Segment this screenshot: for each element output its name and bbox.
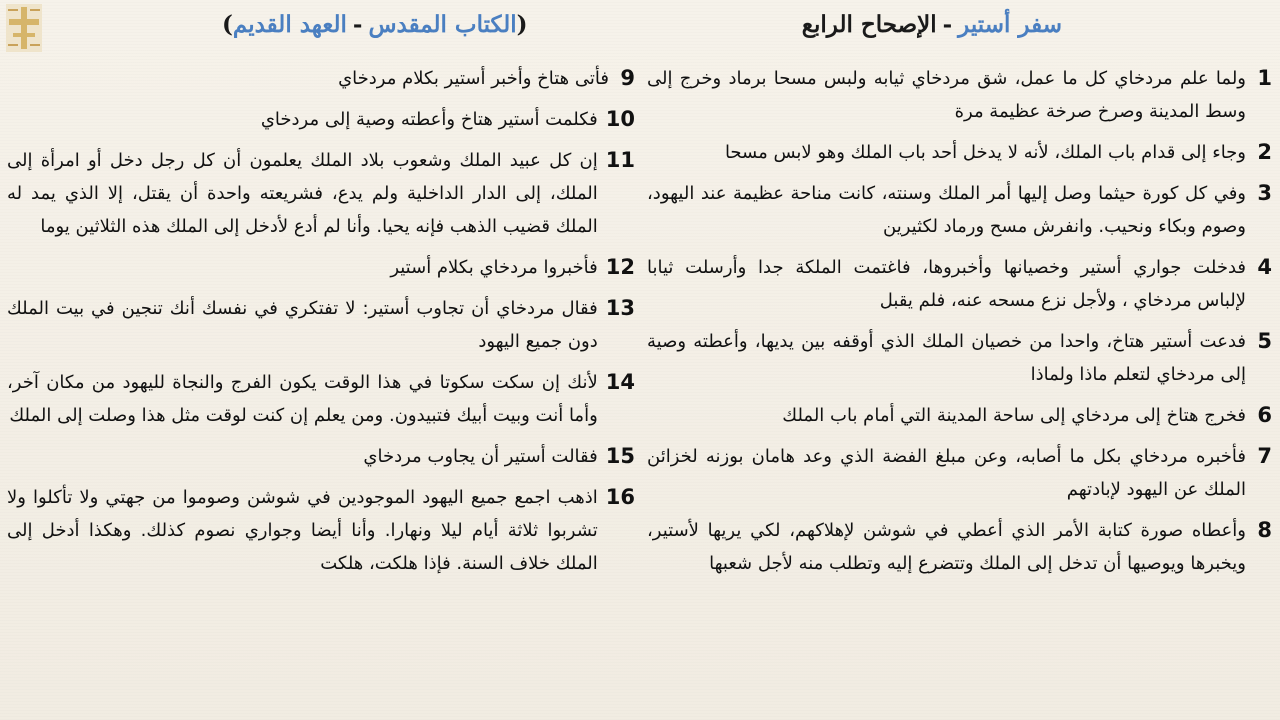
verse — [647, 62, 1272, 128]
verse-number: 4 — [1257, 255, 1272, 279]
verse-text: وأعطاه صورة كتابة الأمر الذي أعطي في شوشن لإهلاكهم، لكي يريها لأستير، ويخبرها ويوصيها أن تدخل إلى الملك وتتضرع إليه وتطلب منه لأجل شعبها — [647, 520, 1246, 574]
verse — [647, 325, 1272, 391]
verse — [7, 103, 635, 136]
verse — [647, 251, 1272, 317]
verse-number: 12 — [605, 255, 635, 279]
paren-open: ( — [516, 10, 528, 38]
verse — [647, 177, 1272, 243]
verse-number: 3 — [1257, 181, 1272, 205]
verse — [7, 366, 635, 432]
verse-number: 14 — [605, 370, 635, 394]
verse-number: 15 — [605, 444, 635, 468]
verse-text: فأتى هتاخ وأخبر أستير بكلام مردخاي — [338, 68, 609, 89]
verse — [7, 292, 635, 358]
verse — [7, 440, 635, 473]
bible-name: الكتاب المقدس — [368, 10, 517, 38]
testament-name: العهد القديم — [232, 10, 347, 38]
verse-number: 10 — [605, 107, 635, 131]
chapter-name: الإصحاح الرابع — [801, 10, 937, 38]
verse-number: 2 — [1257, 140, 1272, 164]
bible-separator: - — [352, 10, 363, 38]
verse-text: فأخبروا مردخاي بكلام أستير — [390, 257, 598, 278]
verse-number: 7 — [1257, 444, 1272, 468]
verse — [7, 62, 635, 95]
chapter-title — [802, 6, 1062, 42]
verse-number: 16 — [605, 485, 635, 509]
verse-text: فأخبره مردخاي بكل ما أصابه، وعن مبلغ الفضة الذي وعد هامان بوزنه لخزائن الملك عن اليهود لإبادتهم — [647, 446, 1246, 500]
verse-text: ولما علم مردخاي كل ما عمل، شق مردخاي ثيابه ولبس مسحا برماد وخرج إلى وسط المدينة وصرخ صرخة عظيمة مرة — [647, 68, 1246, 122]
bible-title — [222, 6, 528, 42]
verse-text: فكلمت أستير هتاخ وأعطته وصية إلى مردخاي — [260, 109, 598, 130]
verse — [647, 399, 1272, 432]
verse-text: اذهب اجمع جميع اليهود الموجودين في شوشن وصوموا من جهتي ولا تأكلوا ولا تشربوا ثلاثة أيام ليلا ونهارا. وأنا أيضا وجواري نصوم كذلك. وهكذا أدخل إلى الملك خلاف السنة. فإذا هلكت، هلكت — [7, 487, 598, 574]
verse-text: فدخلت جواري أستير وخصيانها وأخبروها، فاغتمت الملكة جدا وأرسلت ثيابا لإلباس مردخاي ، ولأجل نزع مسحه عنه، فلم يقبل — [647, 257, 1246, 311]
verse-text: لأنك إن سكت سكوتا في هذا الوقت يكون الفرج والنجاة لليهود من مكان آخر، وأما أنت وبيت أبيك فتبيدون. ومن يعلم إن كنت لوقت مثل هذا وصلت إلى الملك — [7, 372, 598, 426]
verse-number: 8 — [1257, 518, 1272, 542]
verse-text: فدعت أستير هتاخ، واحدا من خصيان الملك الذي أوقفه بين يديها، وأعطته وصية إلى مردخاي لتعلم ماذا ولماذا — [647, 331, 1246, 385]
verse-number: 9 — [620, 66, 635, 90]
cross-logo-icon — [6, 4, 42, 52]
verse-text: وفي كل كورة حيثما وصل إليها أمر الملك وسنته، كانت مناحة عظيمة عند اليهود، وصوم وبكاء ونحيب. وانفرش مسح ورماد لكثيرين — [647, 183, 1246, 237]
verse — [647, 514, 1272, 580]
verse-text: فقال مردخاي أن تجاوب أستير: لا تفتكري في نفسك أنك تنجين في بيت الملك دون جميع اليهود — [7, 298, 598, 352]
verse-text: وجاء إلى قدام باب الملك، لأنه لا يدخل أحد باب الملك وهو لابس مسحا — [724, 142, 1246, 163]
verses-column-left — [7, 62, 635, 588]
verse-number: 11 — [605, 148, 635, 172]
verse-text: إن كل عبيد الملك وشعوب بلاد الملك يعلمون أن كل رجل دخل أو امرأة إلى الملك، إلى الدار الداخلية ولم يدع، فشريعته واحدة أن يقتل، إلا الذي يمد له الملك قضيب الذهب فإنه يحيا. وأنا لم أدع لأدخل إلى الملك هذه الثلاثين يوما — [7, 150, 598, 237]
verses-column-right — [647, 62, 1272, 588]
verse-number: 13 — [605, 296, 635, 320]
verse-number: 1 — [1257, 66, 1272, 90]
verse-text: فخرج هتاخ إلى مردخاي إلى ساحة المدينة التي أمام باب الملك — [782, 405, 1246, 426]
verse — [647, 136, 1272, 169]
verse — [7, 144, 635, 243]
verse — [7, 251, 635, 284]
book-name: سفر أستير — [958, 10, 1062, 38]
title-separator: - — [942, 10, 953, 38]
verse — [647, 440, 1272, 506]
verse-number: 6 — [1257, 403, 1272, 427]
verse-text: فقالت أستير أن يجاوب مردخاي — [363, 446, 598, 467]
paren-close: ) — [222, 10, 233, 38]
verse-number: 5 — [1257, 329, 1272, 353]
verse — [7, 481, 635, 580]
